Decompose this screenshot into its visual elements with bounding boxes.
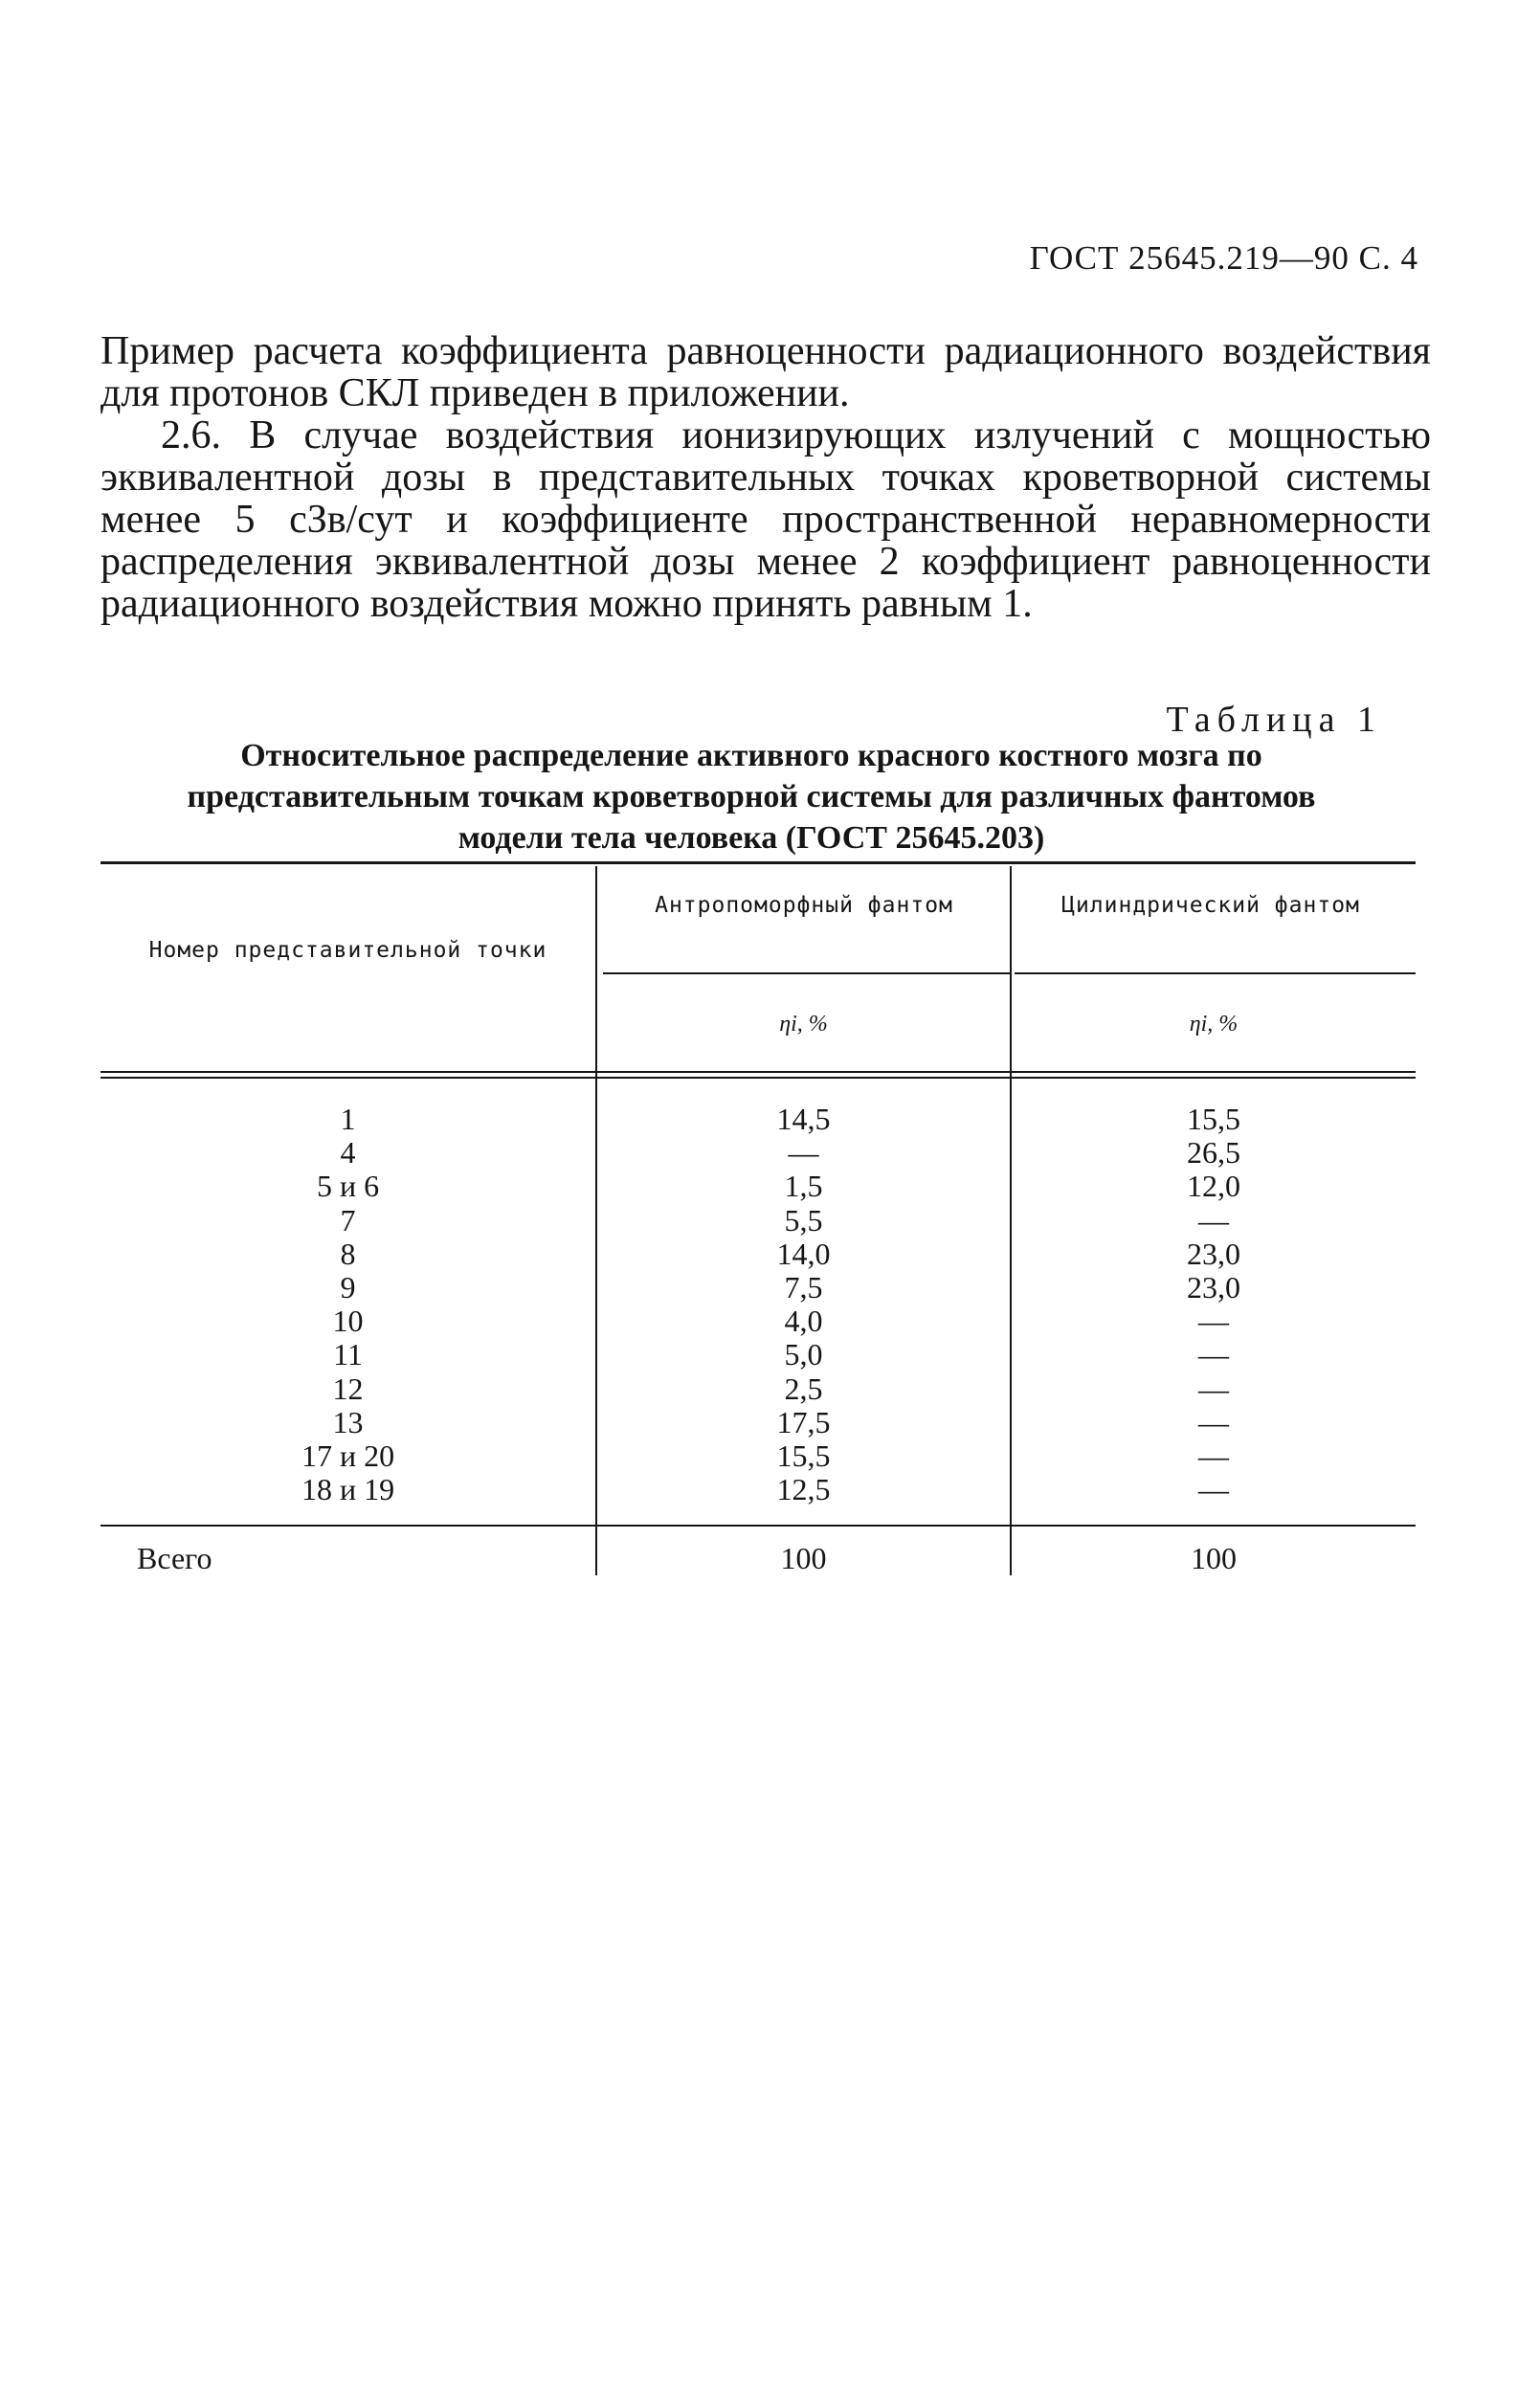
cell-point: 5 и 6 bbox=[316, 1169, 380, 1204]
table-label: Таблица 1 bbox=[1166, 700, 1382, 740]
cell-anthropomorphic: — bbox=[788, 1135, 819, 1171]
column-point-number bbox=[100, 1103, 595, 1506]
cell-anthropomorphic: 14,0 bbox=[776, 1236, 831, 1271]
cell-cylindrical: 12,0 bbox=[1187, 1169, 1240, 1204]
cell-point: 9 bbox=[340, 1270, 356, 1305]
cell-point: 4 bbox=[340, 1135, 356, 1171]
table-caption: Относительное распределение активного красного костного мозга по представительным точкам кроветворной системы для различных фантомов модели тела человека (ГОСТ 25645.203) bbox=[187, 738, 1316, 856]
total-rule bbox=[100, 1525, 1416, 1527]
column-anthropomorphic bbox=[597, 1103, 1010, 1506]
cell-cylindrical: — bbox=[1198, 1202, 1229, 1238]
cell-point: 7 bbox=[340, 1202, 356, 1238]
cell-cylindrical: 15,5 bbox=[1187, 1102, 1240, 1136]
cell-point: 10 bbox=[332, 1304, 364, 1339]
cell-cylindrical: — bbox=[1198, 1304, 1229, 1339]
cell-cylindrical: — bbox=[1198, 1371, 1229, 1406]
cell-anthropomorphic: 5,0 bbox=[784, 1337, 823, 1372]
cell-anthropomorphic: 4,0 bbox=[784, 1304, 823, 1339]
header-divider-anthropomorphic bbox=[603, 972, 1010, 974]
paragraph-example-note: Пример расчета коэффициента равноценности радиационного воздействия для протонов СКЛ приведен в приложении. bbox=[100, 329, 1431, 415]
header-anthropomorphic: Антропоморфный фантом bbox=[655, 893, 953, 918]
cell-anthropomorphic: 2,5 bbox=[784, 1371, 823, 1406]
total-anthropomorphic: 100 bbox=[780, 1541, 827, 1575]
cell-anthropomorphic: 15,5 bbox=[776, 1438, 831, 1474]
header-point-number: Номер представительной точки bbox=[148, 938, 547, 963]
total-cylindrical: 100 bbox=[1191, 1541, 1237, 1575]
cell-cylindrical: 23,0 bbox=[1187, 1270, 1240, 1305]
header-cylindrical: Цилиндрический фантом bbox=[1061, 893, 1360, 918]
paragraph-2-6: 2.6. В случае воздействия ионизирующих излучений с мощностью эквивалентной дозы в представительных точках кроветворной системы менее 5 сЗв/сут и коэффициенте пространственной неравномерности распределения эквивалентной дозы менее 2 коэффициент равноценности радиационного воздействия можно принять равным 1. bbox=[100, 413, 1431, 626]
cell-point: 17 и 20 bbox=[301, 1438, 395, 1474]
cell-cylindrical: — bbox=[1198, 1337, 1229, 1372]
header-bottom-rule-2 bbox=[100, 1077, 1416, 1079]
body-text bbox=[100, 330, 1431, 625]
cell-anthropomorphic: 5,5 bbox=[784, 1202, 823, 1238]
cell-point: 1 bbox=[340, 1102, 356, 1136]
cell-cylindrical: 23,0 bbox=[1187, 1236, 1240, 1271]
column-cylindrical bbox=[1012, 1103, 1416, 1506]
header-bottom-rule-1 bbox=[100, 1071, 1416, 1073]
table-top-rule bbox=[100, 861, 1416, 864]
cell-anthropomorphic: 12,5 bbox=[776, 1472, 831, 1507]
cell-cylindrical: — bbox=[1198, 1472, 1229, 1507]
cell-cylindrical: — bbox=[1198, 1404, 1229, 1439]
cell-point: 18 и 19 bbox=[301, 1472, 395, 1507]
cell-cylindrical: — bbox=[1198, 1438, 1229, 1474]
unit-anthropomorphic: ηi, % bbox=[779, 1012, 828, 1037]
cell-anthropomorphic: 7,5 bbox=[784, 1270, 823, 1305]
cell-point: 11 bbox=[333, 1337, 363, 1372]
cell-cylindrical: 26,5 bbox=[1187, 1135, 1240, 1171]
cell-anthropomorphic: 1,5 bbox=[784, 1169, 823, 1204]
unit-cylindrical: ηi, % bbox=[1189, 1012, 1239, 1037]
cell-point: 13 bbox=[332, 1404, 364, 1439]
cell-point: 8 bbox=[340, 1236, 356, 1271]
header-divider-cylindrical bbox=[1015, 972, 1416, 974]
cell-point: 12 bbox=[332, 1371, 364, 1406]
data-table bbox=[100, 861, 1416, 1579]
cell-anthropomorphic: 14,5 bbox=[776, 1102, 831, 1136]
cell-anthropomorphic: 17,5 bbox=[776, 1404, 831, 1439]
document-header: ГОСТ 25645.219—90 С. 4 bbox=[1029, 239, 1418, 277]
total-label: Всего bbox=[137, 1541, 212, 1575]
